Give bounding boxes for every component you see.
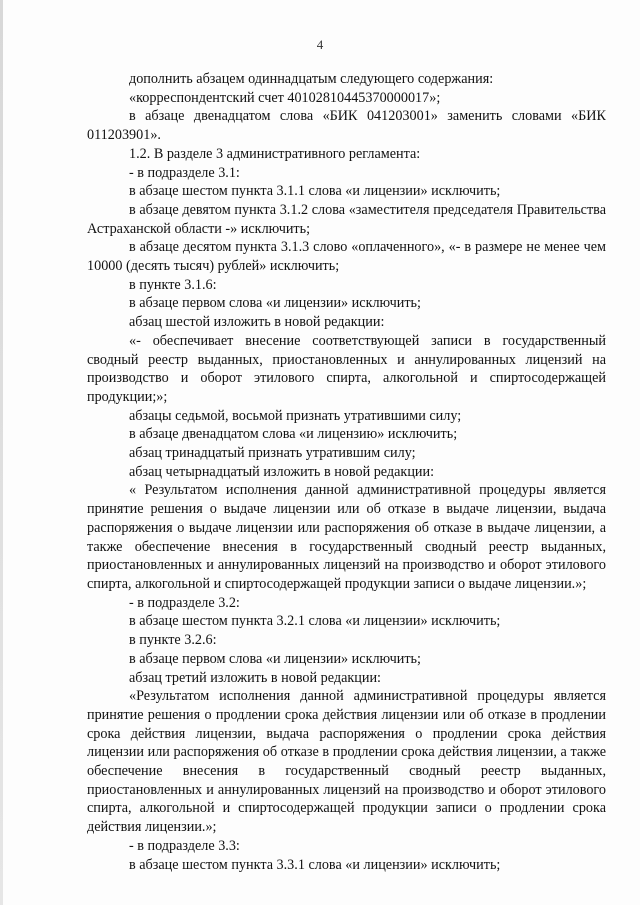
paragraph: абзацы седьмой, восьмой признать утратившими силу; — [129, 407, 462, 424]
paragraph: в абзаце десятом пункта 3.1.3 слово «оплаченного», «- в размере не менее чем 10000 (десять тысяч) рублей» исключить; — [87, 239, 606, 275]
paragraph: - в подразделе 3.2: — [129, 594, 240, 611]
paragraph: абзац третий изложить в новой редакции: — [129, 669, 381, 686]
paragraph: « Результатом исполнения данной административной процедуры является принятие решения о выдаче лицензии или об отказе в выдаче лицензии, выдача распоряжения о выдаче лицензии или распоряжения об отказе в выдаче лицензии, а также обеспечение внесения в государственный сводный реестр выданных, приостановленных и аннулированных лицензий на производство и оборот этилового спирта, алкогольной и спиртосодержащей продукции записи о выдаче лицензии.»; — [87, 482, 606, 592]
paragraph: абзац четырнадцатый изложить в новой редакции: — [129, 463, 435, 480]
paragraph: «корреспондентский счет 40102810445370000017»; — [129, 89, 441, 106]
paragraph: абзац шестой изложить в новой редакции: — [129, 314, 385, 331]
paragraph: 1.2. В разделе 3 административного регламента: — [129, 145, 421, 162]
paragraph: - в подразделе 3.3: — [129, 837, 240, 854]
paragraph: в абзаце первом слова «и лицензии» исключить; — [129, 295, 421, 312]
paragraph: - в подразделе 3.1: — [129, 164, 240, 181]
paragraph: в пункте 3.2.6: — [129, 632, 217, 649]
scan-edge — [0, 0, 3, 905]
paragraph: в абзаце шестом пункта 3.2.1 слова «и лицензии» исключить; — [129, 613, 501, 630]
paragraph: в пункте 3.1.6: — [129, 276, 217, 293]
paragraph: в абзаце двенадцатом слова «и лицензию» исключить; — [129, 426, 458, 443]
paragraph: в абзаце шестом пункта 3.1.1 слова «и лицензии» исключить; — [129, 183, 501, 200]
paragraph: в абзаце двенадцатом слова «БИК 041203001» заменить словами «БИК 011203901». — [87, 108, 606, 144]
document-body — [87, 70, 606, 874]
paragraph: в абзаце шестом пункта 3.3.1 слова «и лицензии» исключить; — [129, 856, 501, 873]
paragraph: дополнить абзацем одиннадцатым следующего содержания: — [129, 71, 494, 87]
paragraph: в абзаце девятом пункта 3.1.2 слова «заместителя председателя Правительства Астраханской области -» исключить; — [87, 201, 606, 237]
paragraph: «Результатом исполнения данной административной процедуры является принятие решения о продлении срока действия лицензии или об отказе в продлении срока действия лицензии, выдача распоряжения о продлении срока действия лицензии или распоряжения об отказе в продлении срока действия лицензии, а также обеспечение внесения в государственный сводный реестр выданных, приостановленных и аннулированных лицензий на производство и оборот этилового спирта, алкогольной и спиртосодержащей продукции записи о продлении срока действия лицензии.»; — [87, 688, 606, 836]
paragraph: «- обеспечивает внесение соответствующей записи в государственный сводный реестр выданных, приостановленных и аннулированных лицензий на производство и оборот этилового спирта, алкогольной и спиртосодержащей продукции;»; — [87, 332, 606, 405]
paragraph: в абзаце первом слова «и лицензии» исключить; — [129, 650, 421, 667]
page-number: 4 — [316, 37, 324, 52]
paragraph: абзац тринадцатый признать утратившим силу; — [129, 445, 416, 462]
